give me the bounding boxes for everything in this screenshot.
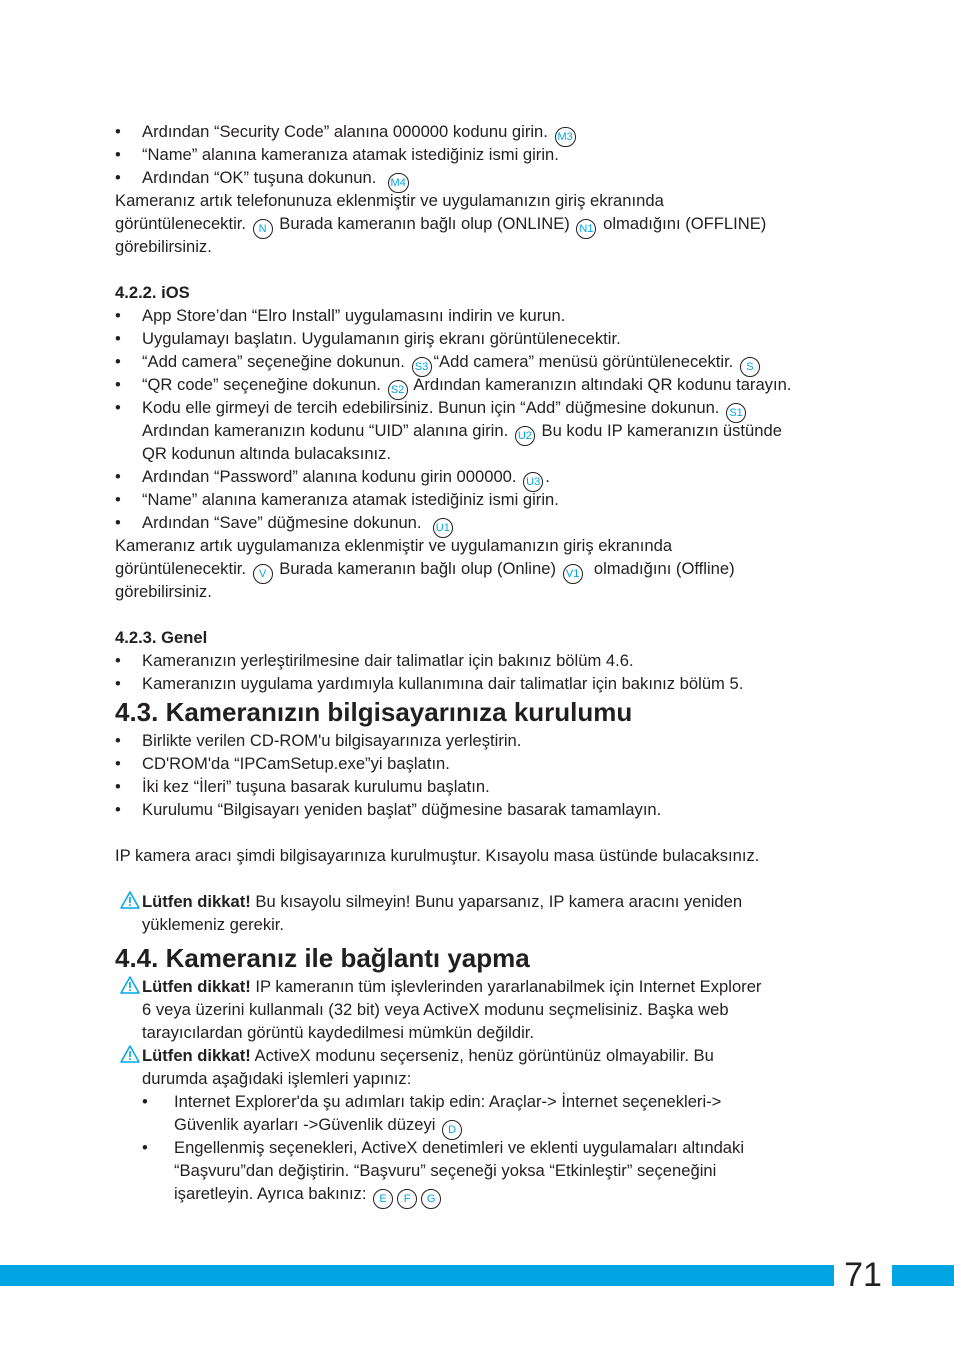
warning-continuation: tarayıcılardan görüntü kaydedilmesi mümkün değildir. [142,1023,534,1042]
list-item: • Birlikte verilen CD-ROM'u bilgisayarınıza yerleştirin. [115,731,522,750]
footer-band [0,1265,954,1286]
list-item: • Ardından “Security Code” alanına 000000 kodunu girin. M3 [115,120,845,143]
section-heading: 4.3. Kameranızın bilgisayarınıza kurulumu [115,697,633,727]
paragraph-line: görüntülenecektir. N Burada kameranın bağlı olup (ONLINE) N1 olmadığını (OFFLINE) [115,212,845,235]
callout-marker: S1 [726,403,746,423]
subsection-heading: 4.2.3. Genel [115,628,208,647]
callout-marker: S3 [412,357,432,377]
warning-continuation: 6 veya üzerini kullanmalı (32 bit) veya ActiveX modunu seçmelisiniz. Başka web [142,1000,729,1019]
list-item: • Kameranızın yerleştirilmesine dair talimatlar için bakınız bölüm 4.6. [115,651,634,670]
list-item-continuation: Güvenlik ayarları ->Güvenlik düzeyi D [115,1113,845,1136]
warning-continuation: durumda aşağıdaki işlemleri yapınız: [142,1069,412,1088]
callout-marker: U3 [523,472,543,492]
paragraph-line: görebilirsiniz. [115,582,212,601]
list-item: • CD'ROM'da “IPCamSetup.exe”yi başlatın. [115,754,450,773]
warning-triangle-icon [120,1045,140,1063]
warning-triangle-icon [120,891,140,909]
warning-continuation: yüklemeniz gerekir. [142,915,285,934]
paragraph-line: Kameranız artık uygulamanıza eklenmiştir ve uygulamanızın giriş ekranında [115,536,673,555]
callout-marker: F [397,1189,417,1209]
paragraph-line: IP kamera aracı şimdi bilgisayarınıza kurulmuştur. Kısayolu masa üstünde bulacaksınız. [115,846,760,865]
list-item: • Uygulamayı başlatın. Uygulamanın giriş ekranı görüntülenecektir. [115,329,621,348]
list-item: • “Name” alanına kameranıza atamak istediğiniz ismi girin. [115,145,559,164]
callout-marker: N [253,219,273,239]
list-item: • İki kez “İleri” tuşuna basarak kurulumu başlatın. [115,777,490,796]
callout-marker: E [373,1189,393,1209]
callout-marker: D [442,1120,462,1140]
list-item: • App Store’dan “Elro Install” uygulamasını indirin ve kurun. [115,306,566,325]
callout-marker: S2 [388,380,408,400]
list-item: • “Add camera” seçeneğine dokunun. S3 “Add camera” menüsü görüntülenecektir. S [115,350,845,373]
list-item-continuation: QR kodunun altında bulacaksınız. [142,444,392,463]
list-item: • Ardından “Password” alanına kodunu girin 000000. U3 . [115,465,845,488]
callout-marker: V1 [563,564,583,584]
callout-marker: U1 [433,518,453,538]
paragraph-line: Kameranız artık telefonunuza eklenmiştir ve uygulamanızın giriş ekranında [115,191,664,210]
paragraph-line: görebilirsiniz. [115,237,212,256]
paragraph-line: görüntülenecektir. V Burada kameranın bağlı olup (Online) V1 olmadığını (Offline) [115,557,845,580]
list-item: • Ardından “Save” düğmesine dokunun. U1 [115,511,845,534]
callout-marker: M3 [555,127,576,147]
page-number: 71 [834,1257,892,1293]
subsection-heading: 4.2.2. iOS [115,283,190,302]
callout-marker: N1 [576,219,596,239]
callout-marker: V [253,564,273,584]
list-item: • “QR code” seçeneğine dokunun. S2 Ardından kameranızın altındaki QR kodunu tarayın. [115,373,845,396]
list-item: • Ardından “OK” tuşuna dokunun. M4 [115,166,845,189]
warning-label: Lütfen dikkat! [142,977,251,996]
warning-note: Lütfen dikkat! ActiveX modunu seçerseniz, henüz görüntünüz olmayabilir. Bu [115,1044,845,1067]
warning-label: Lütfen dikkat! [142,892,251,911]
list-item-continuation: işaretleyin. Ayrıca bakınız: E F G [115,1182,845,1205]
warning-note: Lütfen dikkat! Bu kısayolu silmeyin! Bunu yaparsanız, IP kamera aracını yeniden [115,890,845,913]
callout-marker: G [421,1189,441,1209]
list-item-continuation: Ardından kameranızın kodunu “UID” alanına girin. U2 Bu kodu IP kameranızın üstünde [115,419,845,442]
warning-note: Lütfen dikkat! IP kameranın tüm işlevlerinden yararlanabilmek için Internet Explorer [115,975,845,998]
list-item: • Kurulumu “Bilgisayarı yeniden başlat” düğmesine basarak tamamlayın. [115,800,662,819]
callout-marker: S [740,357,760,377]
page-content [115,120,845,1205]
list-item: • Internet Explorer'da şu adımları takip edin: Araçlar-> İnternet seçenekleri-> [142,1092,722,1111]
warning-label: Lütfen dikkat! [142,1046,251,1065]
list-item: • Engellenmiş seçenekleri, ActiveX denetimleri ve eklenti uygulamaları altındaki [142,1138,745,1157]
list-item: • “Name” alanına kameranıza atamak istediğiniz ismi girin. [115,490,559,509]
list-item-continuation: “Başvuru”dan değiştirin. “Başvuru” seçeneği yoksa “Etkinleştir” seçeneğini [174,1161,717,1180]
section-heading: 4.4. Kameranız ile bağlantı yapma [115,943,530,973]
list-item: • Kameranızın uygulama yardımıyla kullanımına dair talimatlar için bakınız bölüm 5. [115,674,744,693]
callout-marker: M4 [388,173,409,193]
callout-marker: U2 [515,426,535,446]
list-item: • Kodu elle girmeyi de tercih edebilirsiniz. Bunun için “Add” düğmesine dokunun. S1 [115,396,845,419]
warning-triangle-icon [120,976,140,994]
